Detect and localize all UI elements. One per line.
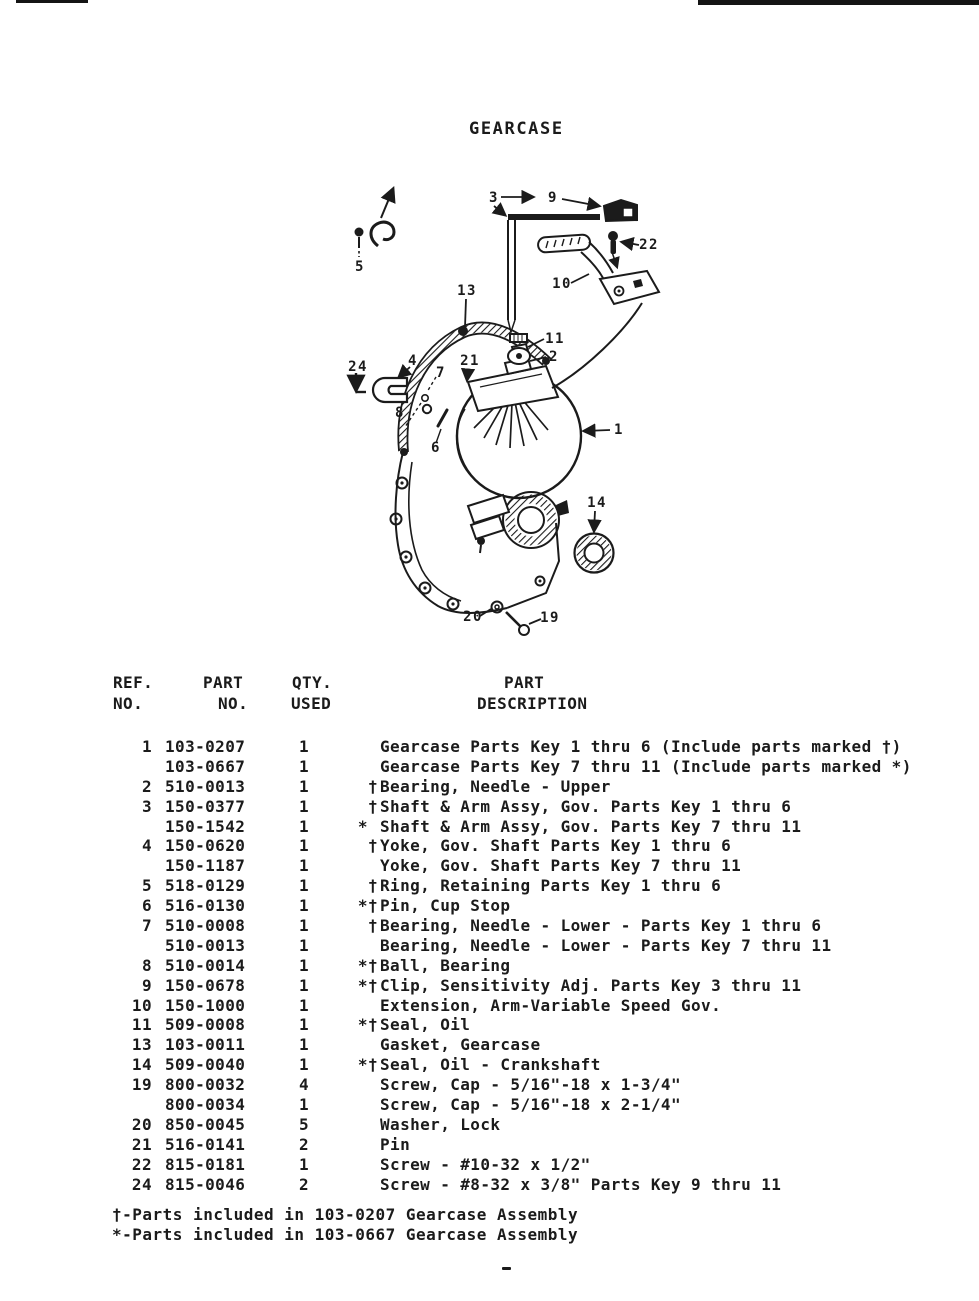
- cell-mark: *†: [357, 896, 378, 916]
- cell-qty: 1: [299, 995, 310, 1015]
- cell-mark: *†: [357, 1015, 378, 1035]
- cell-desc: Seal, Oil - Crankshaft: [380, 1055, 601, 1075]
- cell-qty: 1: [299, 935, 310, 955]
- cell-desc: Gasket, Gearcase: [380, 1035, 541, 1055]
- cell-desc: Shaft & Arm Assy, Gov. Parts Key 1 thru 6: [380, 796, 792, 816]
- cell-desc: Gearcase Parts Key 1 thru 6 (Include parts marked †): [380, 737, 902, 756]
- col-header-qty-1: QTY.: [292, 673, 333, 692]
- callout-6: 6: [431, 440, 441, 456]
- table-row: [0, 1095, 979, 1115]
- cell-part: 510-0013: [165, 935, 246, 955]
- cell-desc: Gearcase Parts Key 7 thru 11 (Include parts marked *): [380, 756, 912, 776]
- page-title: GEARCASE: [469, 119, 564, 139]
- cell-qty: 1: [299, 896, 310, 916]
- cell-ref: 9: [141, 975, 152, 995]
- cell-qty: 1: [299, 975, 310, 995]
- cell-part: 518-0129: [165, 876, 246, 896]
- table-row: [0, 1135, 979, 1155]
- cell-desc: Ring, Retaining Parts Key 1 thru 6: [380, 876, 722, 896]
- callout-3: 3: [489, 190, 499, 206]
- cell-ref: 5: [141, 876, 152, 896]
- cell-part: 510-0013: [165, 776, 246, 796]
- table-row: [0, 737, 979, 757]
- cell-part: 800-0032: [165, 1075, 246, 1095]
- cell-qty: 1: [299, 856, 310, 876]
- cell-desc: Bearing, Needle - Lower - Parts Key 1 thru 6: [380, 916, 822, 936]
- cell-part: 150-0377: [165, 796, 246, 816]
- parts-table-rows: [0, 737, 979, 1194]
- table-row: [0, 777, 979, 797]
- cell-qty: 1: [299, 1015, 310, 1035]
- cell-ref: 24: [131, 1174, 152, 1194]
- cell-qty: 1: [299, 776, 310, 796]
- table-row: [0, 976, 979, 996]
- cell-qty: 1: [299, 955, 310, 975]
- cell-ref: 8: [141, 955, 152, 975]
- gearcase-diagram: [330, 150, 680, 660]
- cell-part: 103-0011: [165, 1035, 246, 1055]
- table-row: [0, 896, 979, 916]
- table-row: [0, 1115, 979, 1135]
- cell-qty: 1: [299, 756, 310, 776]
- cell-qty: 1: [299, 737, 310, 756]
- table-row: [0, 1075, 979, 1095]
- col-header-desc-1: PART: [504, 673, 545, 692]
- col-header-desc-2: DESCRIPTION: [477, 694, 588, 713]
- cell-part: 800-0034: [165, 1095, 246, 1115]
- callout-13: 13: [457, 283, 477, 299]
- scan-artifact: [698, 0, 979, 5]
- col-header-ref-1: REF.: [113, 673, 154, 692]
- cell-ref: 21: [131, 1134, 152, 1154]
- cell-ref: 19: [131, 1075, 152, 1095]
- cell-desc: Seal, Oil: [380, 1015, 471, 1035]
- table-row: [0, 876, 979, 896]
- cell-desc: Ball, Bearing: [380, 955, 511, 975]
- cell-qty: 1: [299, 1055, 310, 1075]
- col-header-part-1: PART: [203, 673, 244, 692]
- cell-ref: 1: [141, 737, 152, 756]
- cell-qty: 1: [299, 816, 310, 836]
- cell-ref: 10: [131, 995, 152, 1015]
- callout-8: 8: [395, 405, 405, 421]
- cell-desc: Screw, Cap - 5/16"-18 x 2-1/4": [380, 1095, 681, 1115]
- cell-mark: †: [367, 796, 378, 816]
- cell-qty: 4: [299, 1075, 310, 1095]
- callout-9: 9: [548, 190, 558, 206]
- cell-desc: Yoke, Gov. Shaft Parts Key 1 thru 6: [380, 836, 732, 856]
- cell-ref: 2: [141, 776, 152, 796]
- callout-7: 7: [436, 365, 446, 381]
- table-row: [0, 856, 979, 876]
- table-row: [0, 1015, 979, 1035]
- cell-desc: Clip, Sensitivity Adj. Parts Key 3 thru 11: [380, 975, 802, 995]
- cell-part: 150-1000: [165, 995, 246, 1015]
- cell-part: 103-0207: [165, 737, 246, 756]
- cell-mark: *†: [357, 975, 378, 995]
- cell-qty: 1: [299, 796, 310, 816]
- table-row: [0, 817, 979, 837]
- table-row: [0, 1175, 979, 1195]
- cell-qty: 1: [299, 1154, 310, 1174]
- cell-mark: †: [367, 776, 378, 796]
- table-row: [0, 916, 979, 936]
- callout-1: 1: [614, 422, 624, 438]
- cell-qty: 1: [299, 916, 310, 936]
- cell-ref: 6: [141, 896, 152, 916]
- cell-ref: 3: [141, 796, 152, 816]
- cell-ref: 4: [141, 836, 152, 856]
- cell-desc: Extension, Arm-Variable Speed Gov.: [380, 995, 722, 1015]
- cell-part: 150-0620: [165, 836, 246, 856]
- cell-mark: †: [367, 916, 378, 936]
- cell-part: 815-0046: [165, 1174, 246, 1194]
- cell-desc: Shaft & Arm Assy, Gov. Parts Key 7 thru 11: [380, 816, 802, 836]
- cell-ref: 20: [131, 1114, 152, 1134]
- cell-desc: Yoke, Gov. Shaft Parts Key 7 thru 11: [380, 856, 742, 876]
- cell-qty: 2: [299, 1174, 310, 1194]
- crankshaft-hub: [468, 492, 569, 553]
- cell-qty: 2: [299, 1134, 310, 1154]
- table-row: [0, 797, 979, 817]
- cell-part: 103-0667: [165, 756, 246, 776]
- cell-part: 509-0040: [165, 1055, 246, 1075]
- cell-ref: 14: [131, 1055, 152, 1075]
- cell-mark: †: [367, 876, 378, 896]
- cell-ref: 11: [131, 1015, 152, 1035]
- cell-desc: Bearing, Needle - Lower - Parts Key 7 thru 11: [380, 935, 832, 955]
- upper-yoke: [355, 189, 395, 257]
- cell-part: 150-1187: [165, 856, 246, 876]
- cell-desc: Pin, Cup Stop: [380, 896, 511, 916]
- cell-desc: Screw - #8-32 x 3/8" Parts Key 9 thru 11: [380, 1174, 782, 1194]
- cell-qty: 5: [299, 1114, 310, 1134]
- cell-part: 150-0678: [165, 975, 246, 995]
- col-header-part-2: NO.: [218, 694, 249, 713]
- callout-4: 4: [408, 353, 418, 369]
- cell-part: 516-0130: [165, 896, 246, 916]
- table-row: [0, 1035, 979, 1055]
- cell-qty: 1: [299, 1095, 310, 1115]
- callout-22: 22: [639, 237, 659, 253]
- callout-24: 24: [348, 359, 368, 375]
- cell-part: 516-0141: [165, 1134, 246, 1154]
- table-row: [0, 956, 979, 976]
- callout-10: 10: [552, 276, 572, 292]
- callout-2: 2: [549, 349, 559, 365]
- cell-qty: 1: [299, 1035, 310, 1055]
- cell-desc: Bearing, Needle - Upper: [380, 776, 611, 796]
- callout-5: 5: [355, 259, 365, 275]
- cell-desc: Washer, Lock: [380, 1114, 501, 1134]
- cell-part: 510-0014: [165, 955, 246, 975]
- table-row: [0, 836, 979, 856]
- callout-21: 21: [460, 353, 480, 369]
- oil-seal: [575, 534, 614, 573]
- cell-mark: *: [357, 816, 378, 836]
- cell-part: 815-0181: [165, 1154, 246, 1174]
- cell-ref: 22: [131, 1154, 152, 1174]
- cell-mark: *†: [357, 955, 378, 975]
- callout-19: 19: [540, 610, 560, 626]
- footnote-dagger: †-Parts included in 103-0207 Gearcase Assembly: [112, 1205, 579, 1224]
- scan-artifact: [16, 0, 88, 3]
- table-row: [0, 936, 979, 956]
- table-row: [0, 757, 979, 777]
- col-header-qty-2: USED: [291, 694, 332, 713]
- table-row: [0, 1055, 979, 1075]
- callout-14: 14: [587, 495, 607, 511]
- cell-part: 850-0045: [165, 1114, 246, 1134]
- cell-part: 150-1542: [165, 816, 246, 836]
- col-header-ref-2: NO.: [113, 694, 144, 713]
- footnote-star: *-Parts included in 103-0667 Gearcase Assembly: [112, 1225, 579, 1244]
- cell-desc: Screw - #10-32 x 1/2": [380, 1154, 591, 1174]
- linkage-curve: [552, 303, 642, 388]
- cell-qty: 1: [299, 876, 310, 896]
- cell-mark: *†: [357, 1055, 378, 1075]
- cell-ref: 7: [141, 916, 152, 936]
- callout-11: 11: [545, 331, 565, 347]
- cell-part: 509-0008: [165, 1015, 246, 1035]
- page-bottom-mark: [502, 1267, 511, 1270]
- table-row: [0, 996, 979, 1016]
- cell-mark: †: [367, 836, 378, 856]
- cell-part: 510-0008: [165, 916, 246, 936]
- cell-desc: Pin: [380, 1134, 411, 1154]
- cell-qty: 1: [299, 836, 310, 856]
- cell-ref: 13: [131, 1035, 152, 1055]
- cell-desc: Screw, Cap - 5/16"-18 x 1-3/4": [380, 1075, 681, 1095]
- table-row: [0, 1155, 979, 1175]
- screw-22: [608, 231, 618, 254]
- callout-20: 20: [463, 609, 483, 625]
